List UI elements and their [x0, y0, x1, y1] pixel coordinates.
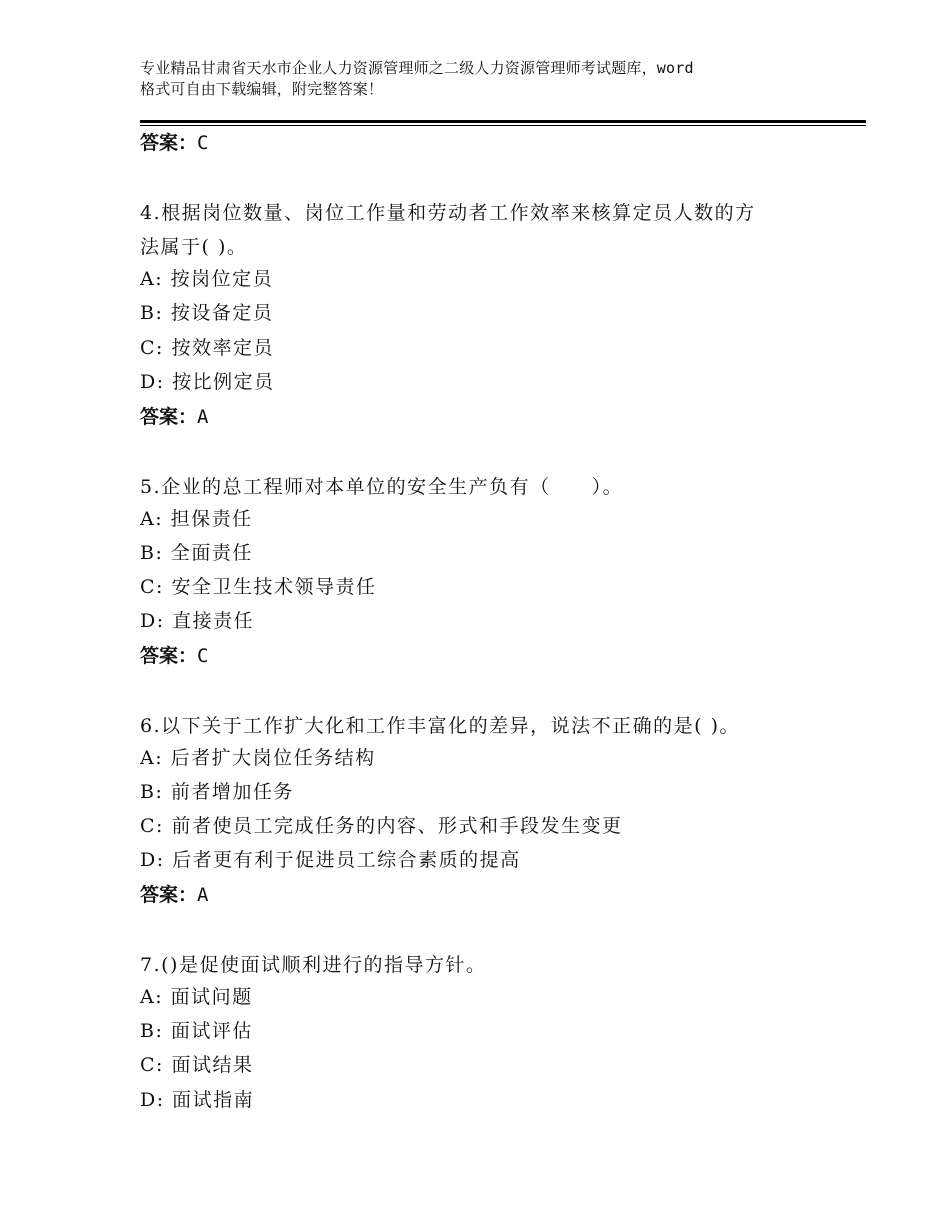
answer-value: C [197, 645, 209, 667]
header-divider-thick [140, 120, 866, 123]
question-6-stem-line-1: 6.以下关于工作扩大化和工作丰富化的差异，说法不正确的是( )。 [140, 715, 740, 737]
question-5-stem [140, 470, 820, 504]
answer-label: 答案： [140, 132, 198, 154]
question-4-option-b: B: 按设备定员 [140, 302, 274, 324]
question-5-answer [140, 644, 208, 668]
answer-label: 答案： [140, 884, 198, 906]
question-5-option-c: C: 安全卫生技术领导责任 [140, 576, 377, 598]
question-7-stem [140, 948, 820, 982]
answer-label: 答案： [140, 645, 198, 667]
question-5-stem-line-1: 5.企业的总工程师对本单位的安全生产负有（ ）。 [140, 476, 624, 498]
answer-value: A [197, 406, 209, 428]
question-7-option-b: B: 面试评估 [140, 1020, 253, 1042]
question-5-option-a: A: 担保责任 [140, 508, 253, 530]
question-7-stem-line-1: 7.()是促使面试顺利进行的指导方针。 [140, 954, 487, 976]
question-4-option-d: D: 按比例定员 [140, 371, 275, 393]
answer-value: A [197, 884, 209, 906]
question-7-option-d: D: 面试指南 [140, 1089, 255, 1111]
question-4-stem-line-2: 法属于( )。 [140, 236, 248, 258]
document-header [140, 58, 830, 100]
question-7-option-a: A: 面试问题 [140, 986, 253, 1008]
header-line-2: 格式可自由下载编辑，附完整答案！ [140, 80, 384, 98]
question-6-option-c: C: 前者使员工完成任务的内容、形式和手段发生变更 [140, 815, 623, 837]
question-7-option-c: C: 面试结果 [140, 1054, 254, 1076]
question-4-stem-line-1: 4.根据岗位数量、岗位工作量和劳动者工作效率来核算定员人数的方 [140, 202, 756, 224]
question-5-option-b: B: 全面责任 [140, 542, 253, 564]
question-4-answer [140, 405, 208, 429]
question-6-stem [140, 709, 820, 743]
answer-value: C [197, 132, 209, 154]
question-4-stem [140, 196, 820, 264]
question-6-option-a: A: 后者扩大岗位任务结构 [140, 747, 376, 769]
answer-prev [140, 131, 208, 155]
question-6-option-b: B: 前者增加任务 [140, 781, 294, 803]
question-4-option-a: A: 按岗位定员 [140, 268, 274, 290]
question-5-option-d: D: 直接责任 [140, 610, 255, 632]
header-divider-thin [140, 125, 866, 126]
question-6-answer [140, 883, 208, 907]
answer-label: 答案： [140, 406, 198, 428]
header-line-1: 专业精品甘肃省天水市企业人力资源管理师之二级人力资源管理师考试题库，word [140, 59, 694, 77]
question-6-option-d: D: 后者更有利于促进员工综合素质的提高 [140, 849, 521, 871]
question-4-option-c: C: 按效率定员 [140, 337, 274, 359]
